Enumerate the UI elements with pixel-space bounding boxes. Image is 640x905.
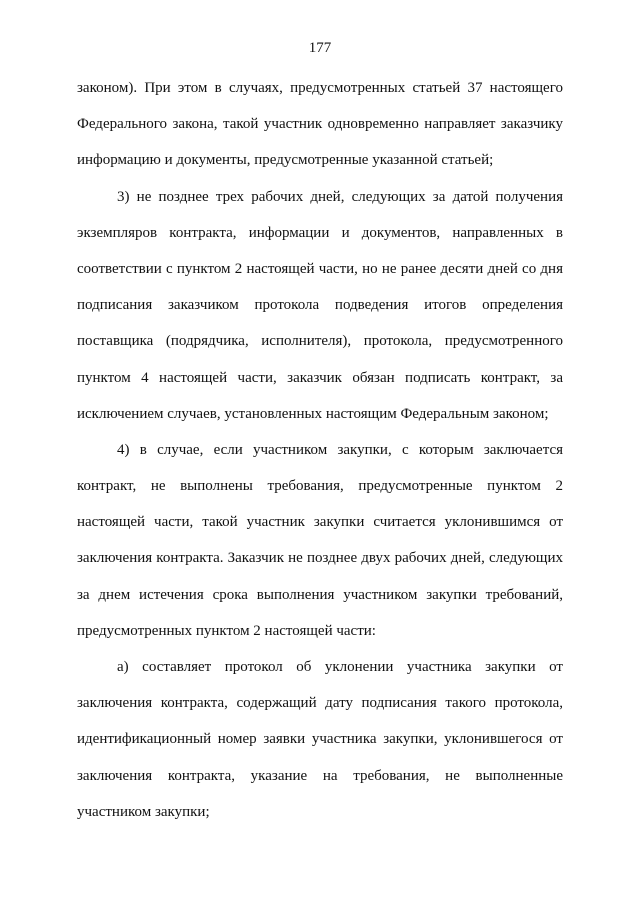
text-line: настоящей части, такой участник закупки считается уклонившимся от [77, 514, 563, 531]
text-line: 4) в случае, если участником закупки, с которым заключается [117, 441, 563, 458]
text-line: законом). При этом в случаях, предусмотренных статьей 37 настоящего [77, 80, 563, 96]
text-line: за днем истечения срока выполнения участником закупки требований, [77, 586, 563, 603]
text-line: пунктом 4 настоящей части, заказчик обязан подписать контракт, за [77, 369, 563, 386]
document-body [77, 70, 563, 830]
text-line: Федерального закона, такой участник одновременно направляет заказчику [77, 116, 563, 133]
paragraph [77, 70, 563, 179]
text-line: подписания заказчиком протокола подведения итогов определения [77, 297, 563, 314]
paragraph [77, 179, 563, 432]
paragraph [77, 649, 563, 830]
text-line: 3) не позднее трех рабочих дней, следующих за датой получения [117, 188, 563, 205]
text-line: а) составляет протокол об уклонении участника закупки от [117, 659, 563, 675]
text-line: поставщика (подрядчика, исполнителя), протокола, предусмотренного [77, 333, 563, 350]
text-line: контракт, не выполнены требования, предусмотренные пунктом 2 [77, 478, 563, 495]
text-line: заключения контракта, указание на требования, не выполненные [77, 767, 563, 784]
text-line: участником закупки; [77, 803, 210, 820]
paragraph [77, 432, 563, 649]
text-line: заключения контракта. Заказчик не позднее двух рабочих дней, следующих [77, 550, 563, 567]
text-line: экземпляров контракта, информации и документов, направленных в [77, 224, 563, 241]
text-line: заключения контракта, содержащий дату подписания такого протокола, [77, 695, 563, 712]
text-line: идентификационный номер заявки участника закупки, уклонившегося от [77, 731, 563, 748]
text-line: соответствии с пунктом 2 настоящей части, но не ранее десяти дней со дня [77, 260, 563, 277]
text-line: предусмотренных пунктом 2 настоящей части: [77, 622, 376, 639]
text-line: информацию и документы, предусмотренные указанной статьей; [77, 152, 494, 169]
text-line: исключением случаев, установленных настоящим Федеральным законом; [77, 405, 549, 422]
page-number: 177 [308, 40, 332, 56]
